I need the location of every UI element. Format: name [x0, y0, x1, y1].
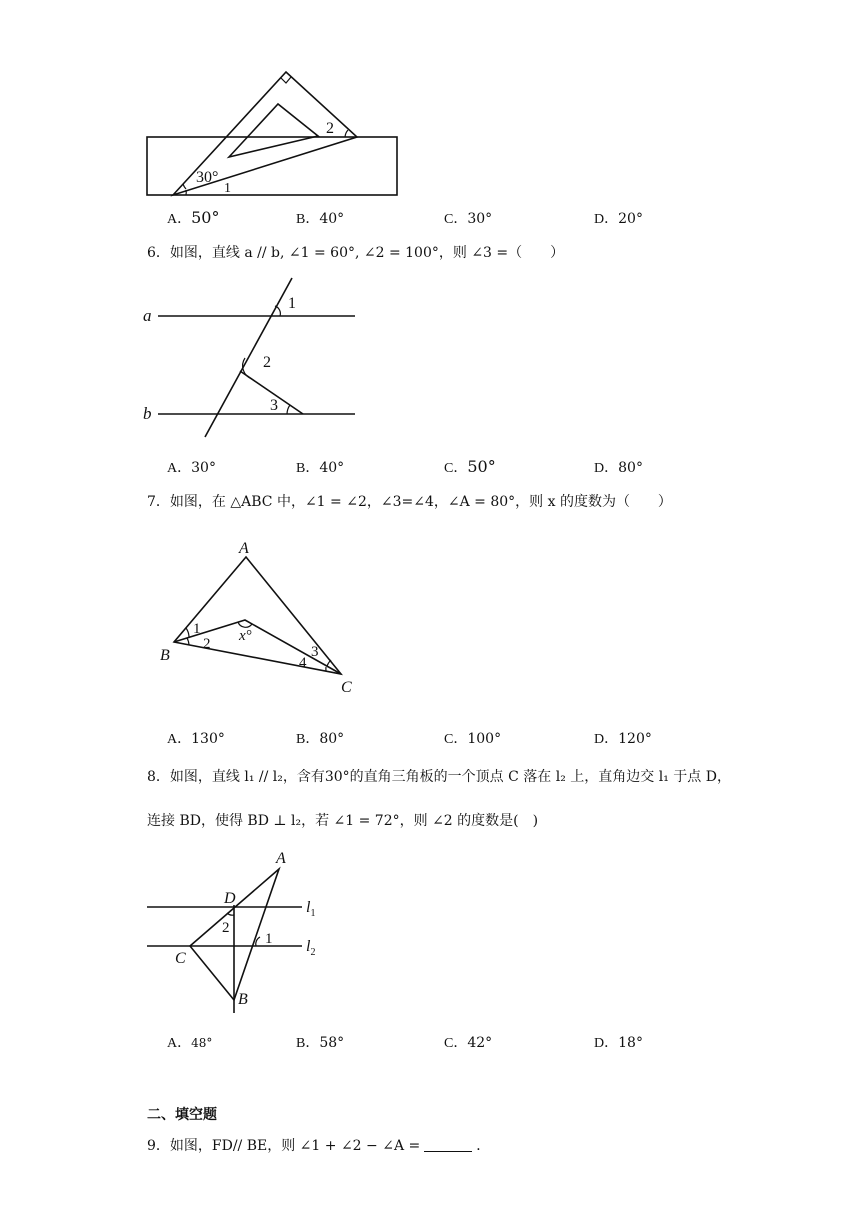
q6-option-a[interactable]: A．30° — [167, 460, 216, 476]
q6-option-b[interactable]: B．40° — [296, 460, 345, 476]
q6-label-2: 2 — [263, 354, 271, 371]
q8-label-D: D — [224, 890, 236, 907]
q8-option-b[interactable]: B．58° — [296, 1035, 345, 1051]
q6-label-b: b — [143, 404, 152, 423]
q7-label-1: 1 — [193, 621, 201, 637]
q7-label-C: C — [341, 679, 352, 696]
q8-label-B: B — [238, 991, 248, 1008]
q7-option-d[interactable]: D．120° — [594, 731, 652, 747]
q8-label-C: C — [175, 950, 186, 967]
q8-question-text-line1: 8．如图，直线 l₁ // l₂，含有30°的直角三角板的一个顶点 C 落在 l₂ 上，直角边交 l₁ 于点 D， — [147, 769, 731, 785]
q8-option-a[interactable]: A．48° — [167, 1036, 213, 1051]
q8-label-l2: $l_2$ — [306, 938, 316, 958]
q8-arc-1 — [256, 937, 260, 946]
q5-option-d[interactable]: D．20° — [594, 211, 643, 227]
q8-label-l1: $l_1$ — [306, 899, 316, 919]
q8-label-1: 1 — [265, 931, 273, 947]
q7-question-text: 7．如图，在 △ABC 中，∠1 = ∠2，∠3=∠4，∠A = 80°，则 x 的度数为（ ） — [147, 494, 672, 510]
q5-option-b[interactable]: B．40° — [296, 211, 345, 227]
q5-option-c[interactable]: C．30° — [444, 211, 493, 227]
q8-option-c[interactable]: C．42° — [444, 1035, 493, 1051]
q9-answer-blank[interactable] — [424, 1137, 472, 1152]
q7-option-a[interactable]: A．130° — [167, 731, 225, 747]
q6-label-3: 3 — [270, 397, 278, 414]
q9-question-text: 9．如图，FD// BE，则 ∠1 + ∠2 − ∠A = ． — [147, 1138, 491, 1154]
q7-label-A: A — [239, 540, 249, 557]
q8-arc-2 — [227, 913, 234, 915]
q6-option-c[interactable]: C．50° — [444, 457, 496, 476]
q6-question-text: 6．如图，直线 a // b, ∠1 = 60°, ∠2 = 100°，则 ∠3 =（ ） — [147, 245, 565, 261]
q7-label-x: x° — [239, 628, 252, 644]
q7-label-3: 3 — [311, 644, 319, 660]
q7-option-c[interactable]: C．100° — [444, 731, 502, 747]
q7-label-2: 2 — [203, 636, 211, 652]
q6-label-1: 1 — [288, 295, 296, 312]
q6-option-d[interactable]: D．80° — [594, 460, 643, 476]
q6-label-a: a — [143, 306, 152, 325]
q7-label-B: B — [160, 647, 170, 664]
q8-question-text-line2: 连接 BD，使得 BD ⊥ l₂，若 ∠1 = 72°，则 ∠2 的度数是( ) — [147, 813, 539, 829]
q8-option-d[interactable]: D．18° — [594, 1035, 643, 1051]
section-title-fill-in: 二、填空题 — [147, 1107, 217, 1123]
q5-label-1: 1 — [224, 181, 231, 196]
q8-label-2: 2 — [222, 920, 230, 936]
q5-label-2: 2 — [326, 120, 334, 137]
q8-label-A: A — [276, 850, 286, 867]
q5-option-a[interactable]: A．50° — [167, 208, 220, 227]
q5-label-30: 30° — [196, 169, 219, 186]
q7-label-4: 4 — [299, 655, 307, 671]
q7-option-b[interactable]: B．80° — [296, 731, 345, 747]
